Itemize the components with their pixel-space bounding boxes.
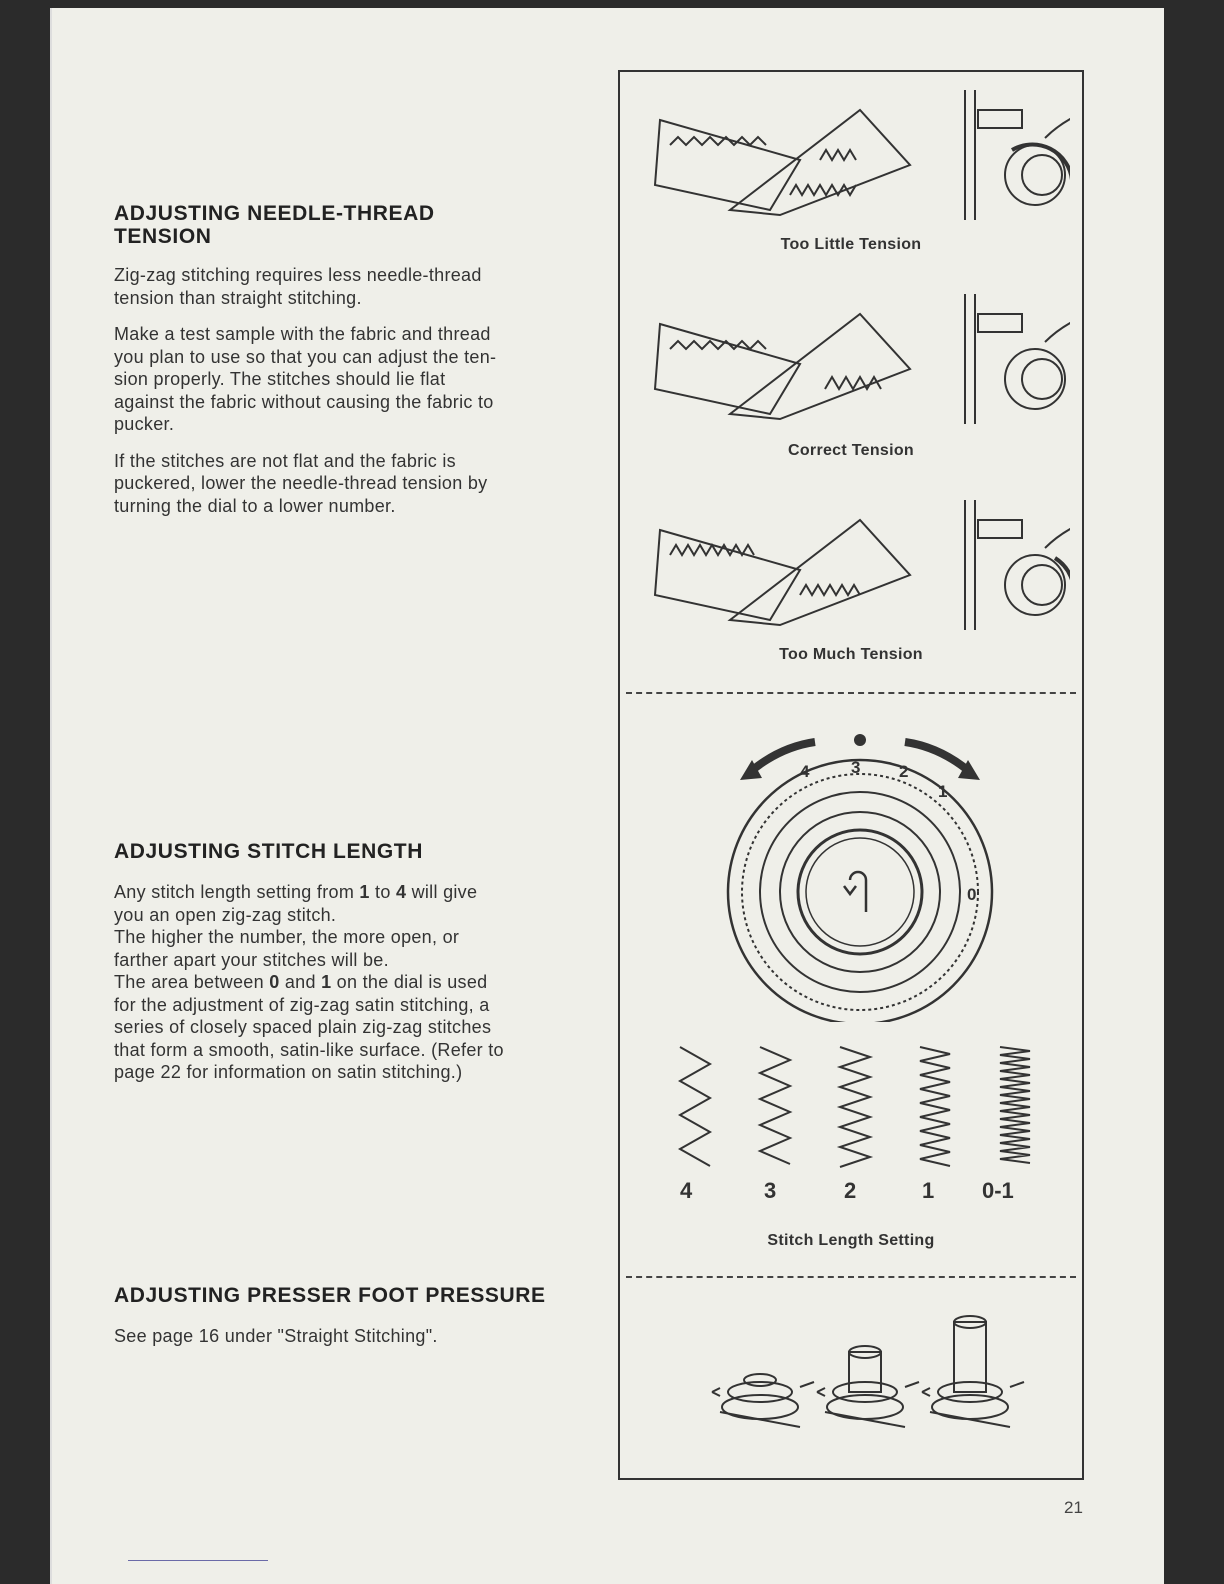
illustration-panel [618,70,1084,1480]
stitch-length-labels [620,1178,1082,1206]
page-number: 21 [1064,1498,1083,1517]
stitch-length-section [114,840,624,1084]
tension-section [114,202,624,517]
dial-number-3: 3 [851,758,861,777]
stitch-length-heading: ADJUSTING STITCH LENGTH [114,840,423,863]
stitch-length-samples [660,1042,1060,1172]
tension-paragraph-1: Zig-zag stitching requires less needle-thread tension than straight stitching. [114,265,482,308]
dial-number-2: 2 [899,762,909,781]
dial-number-1: 1 [938,782,948,801]
dial-number-4: 4 [800,762,810,781]
tension-paragraph-2: Make a test sample with the fabric and thread you plan to use so that you can adjust the ten- sion properly. The stitches should lie flat against the fabric without causing the fabric to pucker. [114,324,497,434]
presser-foot-text: See page 16 under "Straight Stitching". [114,1326,438,1346]
stitch-label-1: 1 [922,1178,935,1203]
divider-1 [626,692,1076,694]
divider-2 [626,1276,1076,1278]
tension-heading: ADJUSTING NEEDLE-THREAD TENSION [114,202,435,248]
stitch-label-3: 3 [764,1178,777,1203]
stitch-label-2: 2 [844,1178,857,1203]
footer-rule [128,1560,268,1561]
caption-correct: Correct Tension [788,442,914,459]
too-much-tension-illustration [650,500,1070,640]
caption-stitch-length: Stitch Length Setting [767,1232,935,1249]
stitch-label-4: 4 [680,1178,693,1203]
presser-foot-section [114,1284,624,1348]
caption-too-little: Too Little Tension [780,236,922,253]
tension-paragraph-3: If the stitches are not flat and the fabric is puckered, lower the needle-thread tension by turning the dial to a lower number. [114,450,488,516]
caption-too-much: Too Much Tension [779,646,923,663]
presser-foot-heading: ADJUSTING PRESSER FOOT PRESSURE [114,1284,546,1307]
dial-number-0: 0 [967,885,977,904]
stitch-length-text: Any stitch length setting from 1 to 4 will give you an open zig-zag stitch. The higher the number, the more open, or farther apart your stitches will be. The area between 0 and 1 on the dial is used for the adjustment of zig-zag satin stitching, a series of closely spaced plain zig-zag stitches that form a smooth, satin-like surface. (Refer to page 22 for information on satin stitching.) [114,882,504,1082]
correct-tension-illustration [650,294,1070,434]
presser-foot-pressure-illustration [710,1312,1030,1432]
too-little-tension-illustration [650,90,1070,230]
manual-page [50,8,1164,1584]
stitch-label-0-1: 0-1 [982,1178,1014,1203]
